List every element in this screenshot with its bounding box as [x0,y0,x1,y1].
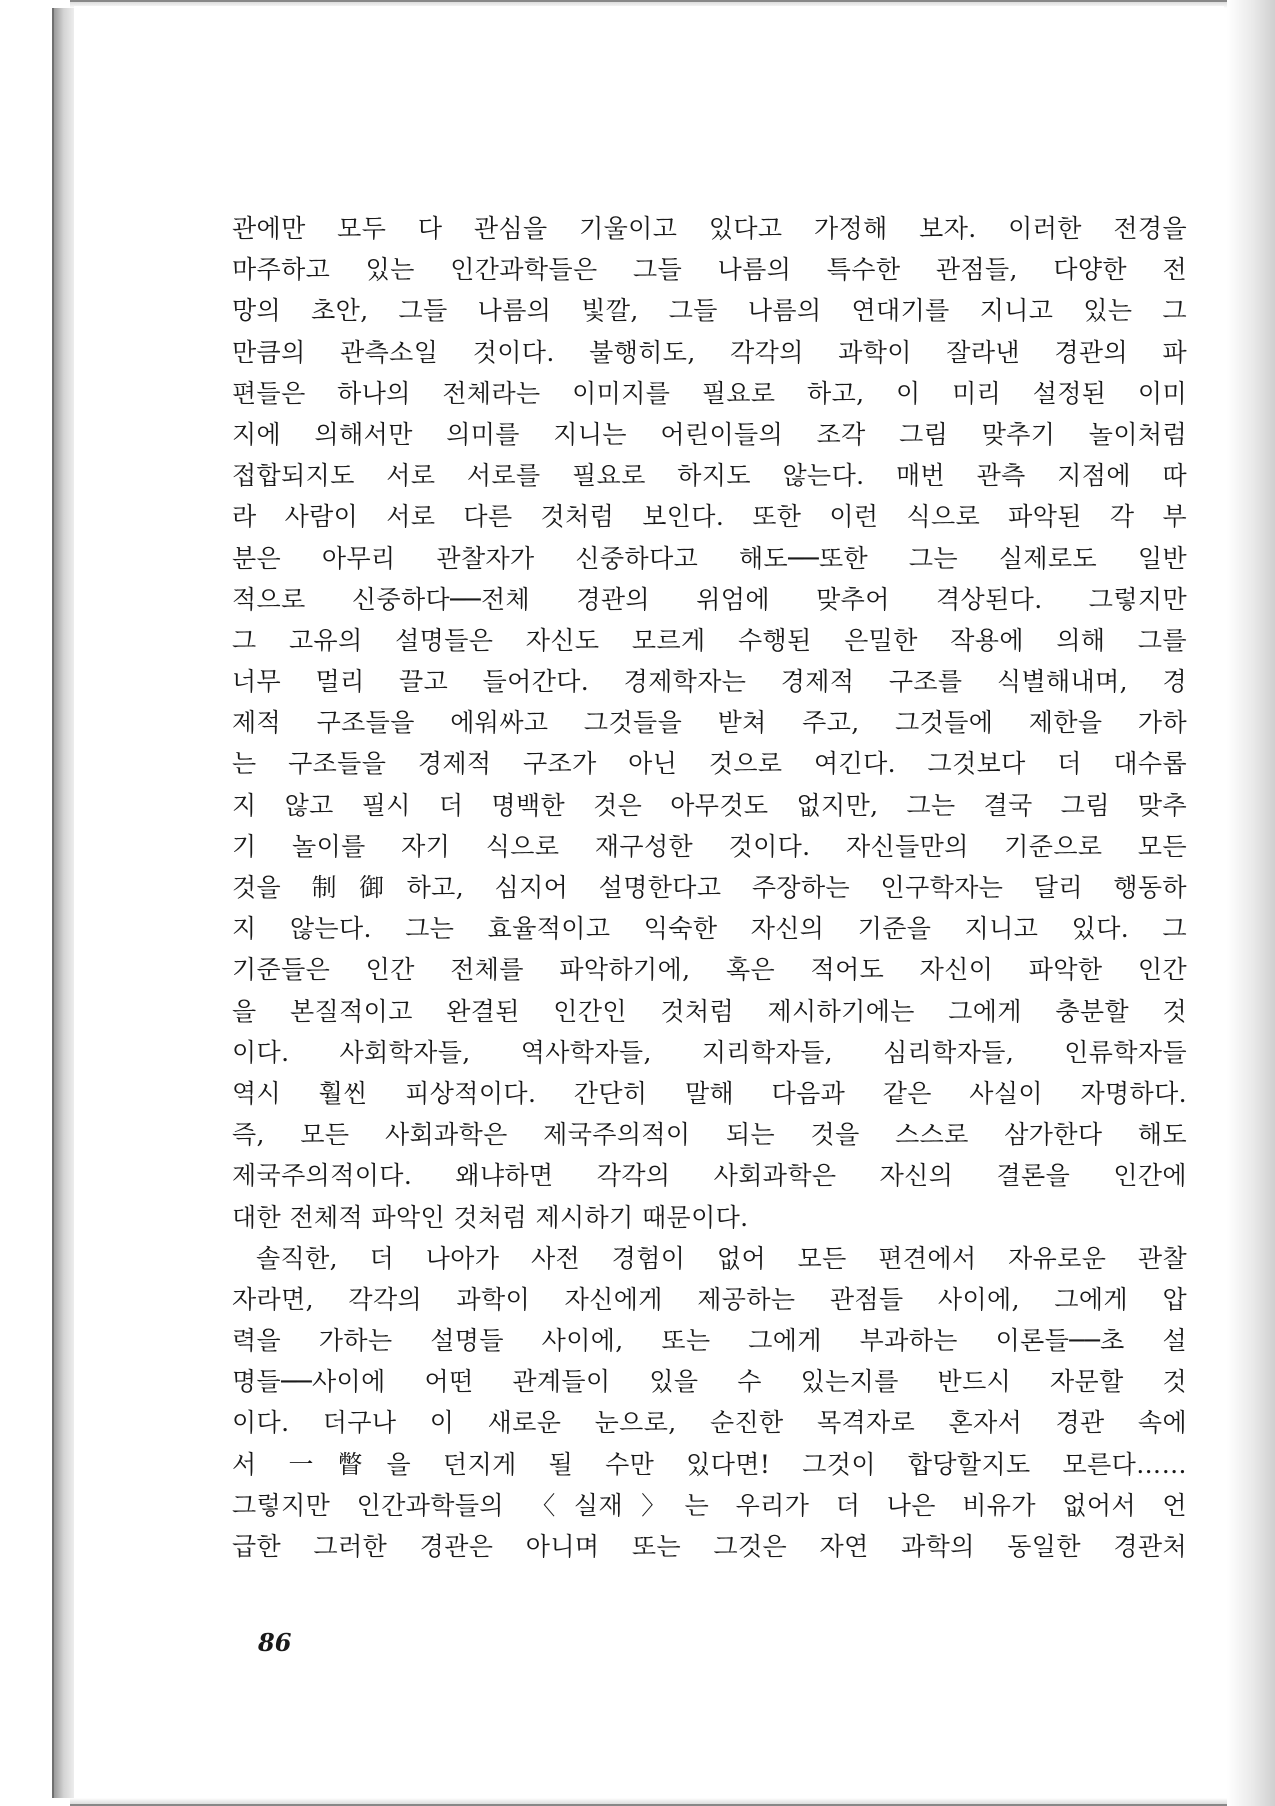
text-line: 제국주의적이다. 왜냐하면 각각의 사회과학은 자신의 결론을 인간에 [232,1161,1187,1191]
text-line: 지 않고 필시 더 명백한 것은 아무것도 없지만, 그는 결국 그림 맞추 [232,790,1187,820]
text-line: 라 사람이 서로 다른 것처럼 보인다. 또한 이런 식으로 파악된 각 부 [232,502,1187,532]
text-line: 망의 초안, 그들 나름의 빛깔, 그들 나름의 연대기를 지니고 있는 그 [232,296,1187,326]
text-line: 이다. 더구나 이 새로운 눈으로, 순진한 목격자로 혼자서 경관 속에 [232,1408,1187,1438]
text-line: 지 않는다. 그는 효율적이고 익숙한 자신의 기준을 지니고 있다. 그 [232,914,1187,944]
text-line: 그렇지만 인간과학들의 〈실재〉는 우리가 더 나은 비유가 없어서 언 [232,1490,1187,1520]
page-bottom-edge [70,1798,1250,1806]
text-line: 너무 멀리 끌고 들어간다. 경제학자는 경제적 구조를 식별해내며, 경 [232,667,1187,697]
body-text [232,208,1187,1567]
text-line: 는 구조들을 경제적 구조가 아닌 것으로 여긴다. 그것보다 더 대수롭 [232,749,1187,779]
text-line: 만큼의 관측소일 것이다. 불행히도, 각각의 과학이 잘라낸 경관의 파 [232,337,1187,367]
page-right-shadow [1227,0,1275,1806]
text-line: 관에만 모두 다 관심을 기울이고 있다고 가정해 보자. 이러한 전경을 [232,214,1187,243]
page-left-edge [52,8,76,1798]
book-page [74,6,1224,1800]
text-line: 즉, 모든 사회과학은 제국주의적이 되는 것을 스스로 삼가한다 해도 [232,1120,1187,1150]
paragraph-start-line: 솔직한, 더 나아가 사전 경험이 없어 모든 편견에서 자유로운 관찰 [256,1243,1187,1273]
paragraph-end-line: 대한 전체적 파악인 것처럼 제시하기 때문이다. [232,1202,749,1232]
text-line: 지에 의해서만 의미를 지니는 어린이들의 조각 그림 맞추기 놀이처럼 [232,419,1187,449]
text-line: 역시 훨씬 피상적이다. 간단히 말해 다음과 같은 사실이 자명하다. [232,1078,1187,1108]
text-line: 명들──사이에 어떤 관계들이 있을 수 있는지를 반드시 자문할 것 [232,1367,1187,1397]
text-line: 마주하고 있는 인간과학들은 그들 나름의 특수한 관점들, 다양한 전 [232,255,1187,285]
text-line: 이다. 사회학자들, 역사학자들, 지리학자들, 심리학자들, 인류학자들 [232,1037,1187,1067]
text-line: 그 고유의 설명들은 자신도 모르게 수행된 은밀한 작용에 의해 그를 [232,625,1187,655]
text-line: 자라면, 각각의 과학이 자신에게 제공하는 관점들 사이에, 그에게 압 [232,1284,1187,1314]
text-line: 기준들은 인간 전체를 파악하기에, 혹은 적어도 자신이 파악한 인간 [232,955,1187,985]
text-line: 을 본질적이고 완결된 인간인 것처럼 제시하기에는 그에게 충분할 것 [232,996,1187,1026]
text-line: 적으로 신중하다──전체 경관의 위엄에 맞추어 격상된다. 그렇지만 [232,584,1187,614]
text-line: 제적 구조들을 에워싸고 그것들을 받쳐 주고, 그것들에 제한을 가하 [232,708,1187,738]
text-line: 력을 가하는 설명들 사이에, 또는 그에게 부과하는 이론들──초 설 [232,1326,1187,1356]
text-line: 편들은 하나의 전체라는 이미지를 필요로 하고, 이 미리 설정된 이미 [232,378,1187,408]
text-line: 서 一瞥을 던지게 될 수만 있다면! 그것이 합당할지도 모른다…… [232,1449,1187,1479]
text-line: 접합되지도 서로 서로를 필요로 하지도 않는다. 매번 관측 지점에 따 [232,461,1187,491]
page-number: 86 [258,1628,292,1657]
text-line: 급한 그러한 경관은 아니며 또는 그것은 자연 과학의 동일한 경관처 [232,1532,1187,1561]
text-line: 분은 아무리 관찰자가 신중하다고 해도──또한 그는 실제로도 일반 [232,543,1187,573]
text-line: 기 놀이를 자기 식으로 재구성한 것이다. 자신들만의 기준으로 모든 [232,831,1187,861]
text-line: 것을 制御하고, 심지어 설명한다고 주장하는 인구학자는 달리 행동하 [232,873,1187,902]
